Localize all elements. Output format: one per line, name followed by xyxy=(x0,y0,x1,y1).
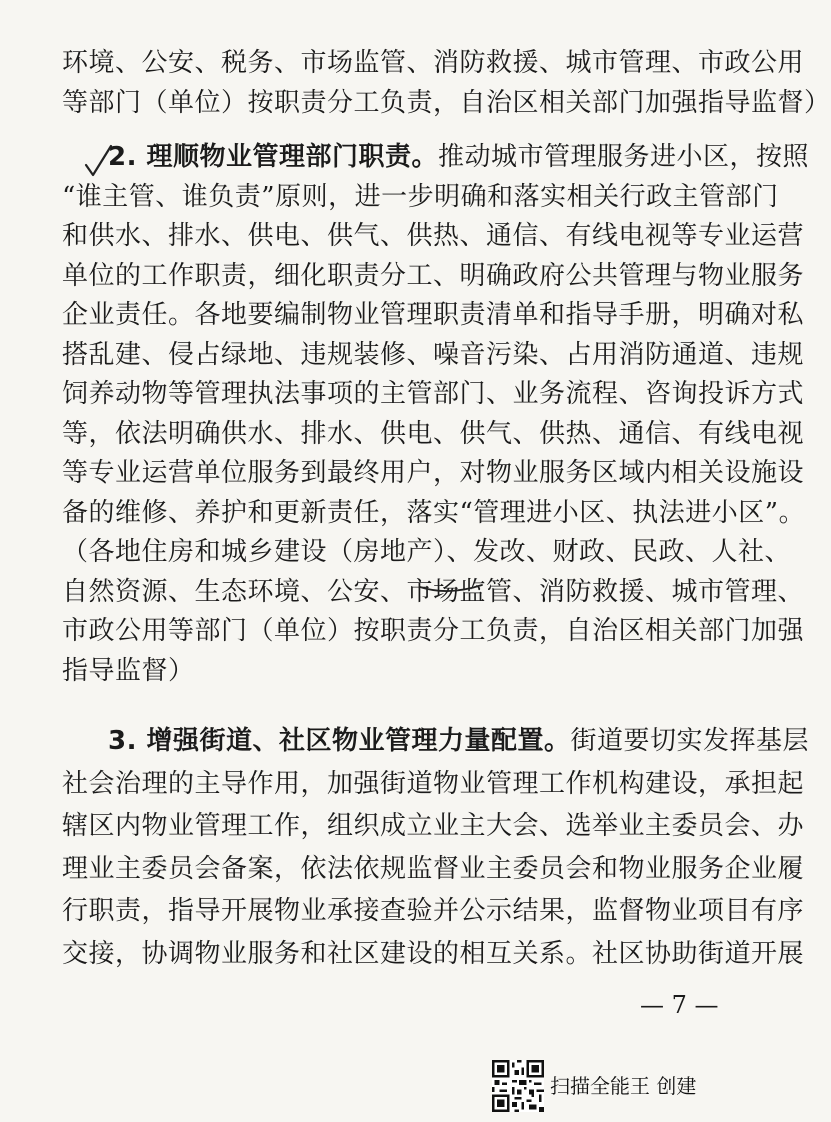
line-text: 环境、公安、税务、市场监管、消防救援、城市管理、市政公用 xyxy=(62,48,805,78)
text-line xyxy=(62,86,831,120)
text-line xyxy=(62,140,810,174)
line-text: 企业责任。各地要编制物业管理职责清单和指导手册，明确对私 xyxy=(62,300,805,330)
text-line xyxy=(62,852,805,886)
line-text: 等部门（单位）按职责分工负责，自治区相关部门加强指导监督） xyxy=(62,88,831,118)
line-text: 社会治理的主导作用，加强街道物业管理工作机构建设，承担起 xyxy=(62,768,805,799)
line-text: 和供水、排水、供电、供气、供热、通信、有线电视等专业运营 xyxy=(62,221,805,251)
text-line xyxy=(62,614,805,648)
text-line xyxy=(62,496,806,530)
line-text: 辖区内物业管理工作，组织成立业主大会、选举业主委员会、办 xyxy=(62,811,805,841)
line-text: 推动城市管理服务进小区，按照 xyxy=(438,142,810,172)
text-line xyxy=(62,724,810,758)
text-line xyxy=(62,377,805,411)
text-line xyxy=(62,654,734,688)
line-text: 街道要切实发挥基层 xyxy=(570,726,810,756)
line-text: “谁主管、谁负责”原则，进一步明确和落实相关行政主管部门 xyxy=(62,181,779,212)
section-heading: 3. 增强街道、社区物业管理力量配置。 xyxy=(108,726,571,756)
line-text: 饲养动物等管理执法事项的主管部门、业务流程、咨询投诉方式 xyxy=(62,379,805,409)
page-number: — 7 — xyxy=(640,991,719,1019)
scanner-label: 扫描全能王 创建 xyxy=(550,1074,697,1098)
line-text: 理业主委员会备案，依法依规监督业主委员会和物业服务企业履 xyxy=(62,853,805,884)
qr-code-icon xyxy=(492,1060,544,1112)
scanner-watermark xyxy=(492,1060,722,1116)
line-text: 等，依法明确供水、排水、供电、供气、供热、通信、有线电视 xyxy=(62,418,805,449)
text-line xyxy=(62,456,805,490)
text-line xyxy=(62,894,805,928)
text-line xyxy=(62,767,805,801)
line-text: （各地住房和城乡建设（房地产）、发改、财政、民政、人社、 xyxy=(62,537,792,567)
text-line xyxy=(62,338,805,372)
text-line xyxy=(62,417,805,451)
text-line xyxy=(62,535,792,569)
text-line xyxy=(62,937,805,971)
text-line xyxy=(62,259,805,293)
text-line xyxy=(62,575,805,609)
text-line xyxy=(62,219,805,253)
line-text: 等专业运营单位服务到最终用户，对物业服务区域内相关设施设 xyxy=(62,458,805,488)
line-text: 指导监督） xyxy=(62,655,195,686)
text-line xyxy=(62,180,779,214)
line-text: 备的维修、养护和更新责任，落实“管理进小区、执法进小区”。 xyxy=(62,497,806,528)
line-text: 自然资源、生态环境、公安、市场监管、消防救援、城市管理、 xyxy=(62,576,805,607)
handwritten-underline xyxy=(418,582,484,596)
text-line xyxy=(62,298,805,332)
line-text: 行职责，指导开展物业承接查验并公示结果，监督物业项目有序 xyxy=(62,896,805,926)
section-heading: 2. 理顺物业管理部门职责。 xyxy=(108,142,439,172)
line-text: 市政公用等部门（单位）按职责分工负责，自治区相关部门加强 xyxy=(62,616,805,646)
handwritten-check-mark xyxy=(84,143,114,179)
line-text: 搭乱建、侵占绿地、违规装修、噪音污染、占用消防通道、违规 xyxy=(62,339,805,370)
line-text: 交接，协调物业服务和社区建设的相互关系。社区协助街道开展 xyxy=(62,938,805,969)
text-line xyxy=(62,809,805,843)
line-text: 单位的工作职责，细化职责分工、明确政府公共管理与物业服务 xyxy=(62,260,805,291)
text-line xyxy=(62,46,805,80)
